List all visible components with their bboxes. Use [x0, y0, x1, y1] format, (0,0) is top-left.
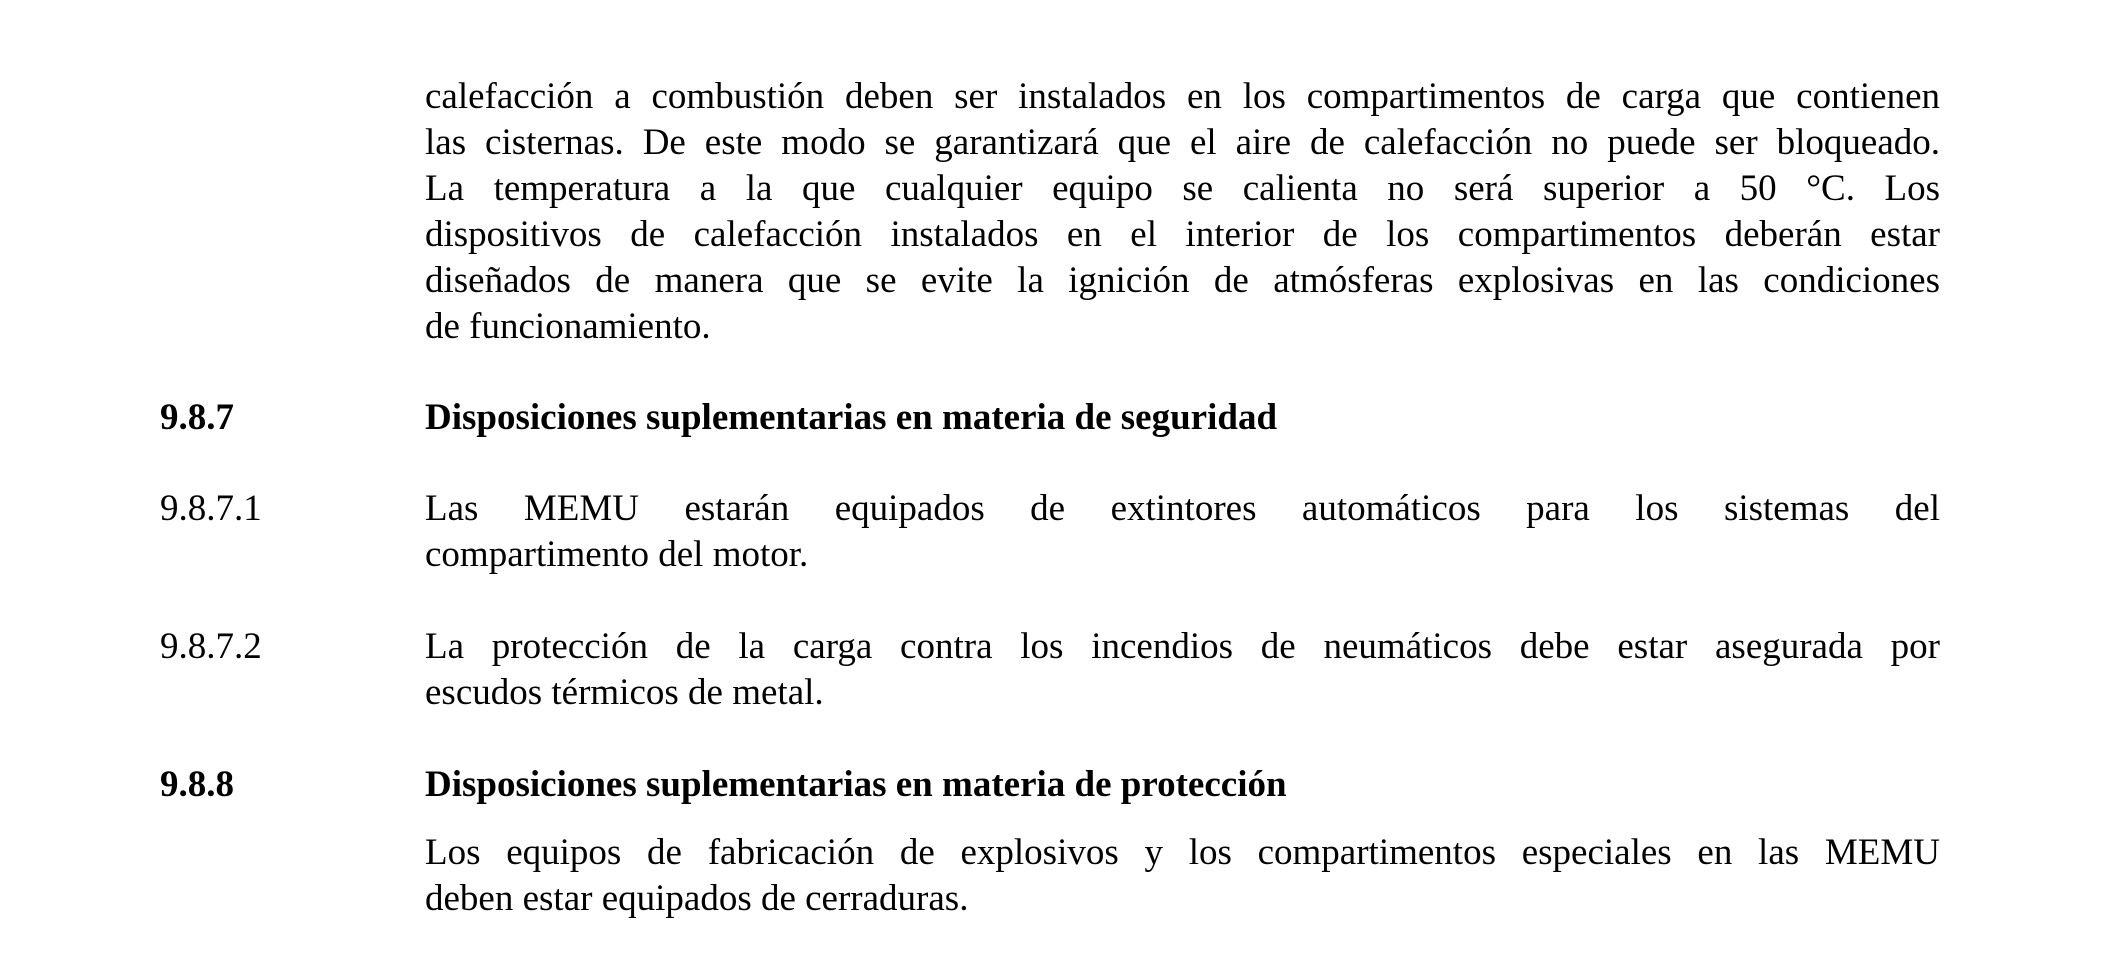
section-body-988	[425, 830, 1940, 922]
paragraph-line: deben estar equipados de cerraduras.	[425, 878, 969, 919]
paragraph-line: Las MEMU estarán equipados de extintores automáticos para los sistemas del	[425, 488, 1940, 529]
paragraph-line: escudos térmicos de metal.	[425, 672, 824, 713]
section-number-987: 9.8.7	[160, 397, 234, 438]
paragraph-line: La temperatura a la que cualquier equipo se calienta no será superior a 50 °C. Los	[425, 168, 1940, 209]
paragraph-line: diseñados de manera que se evite la ignición de atmósferas explosivas en las condiciones	[425, 260, 1940, 301]
clause-number-9872: 9.8.7.2	[160, 626, 262, 667]
section-number-988: 9.8.8	[160, 764, 234, 805]
clause-body-9872	[425, 624, 1940, 716]
paragraph-line: La protección de la carga contra los incendios de neumáticos debe estar asegurada por	[425, 626, 1940, 667]
paragraph-line: compartimento del motor.	[425, 534, 809, 575]
intro-paragraph	[425, 74, 1940, 350]
clause-body-9871	[425, 486, 1940, 578]
paragraph-line: Los equipos de fabricación de explosivos y los compartimentos especiales en las MEMU	[425, 832, 1940, 873]
paragraph-line: dispositivos de calefacción instalados en el interior de los compartimentos deberán estar	[425, 214, 1940, 255]
clause-number-9871: 9.8.7.1	[160, 488, 262, 529]
section-title-988: Disposiciones suplementarias en materia de protección	[425, 764, 1287, 805]
section-title-987: Disposiciones suplementarias en materia de seguridad	[425, 397, 1278, 438]
paragraph-line: las cisternas. De este modo se garantizará que el aire de calefacción no puede ser bloqueado.	[425, 122, 1940, 163]
paragraph-line: de funcionamiento.	[425, 306, 711, 347]
paragraph-line: calefacción a combustión deben ser instalados en los compartimentos de carga que contienen	[425, 76, 1940, 117]
